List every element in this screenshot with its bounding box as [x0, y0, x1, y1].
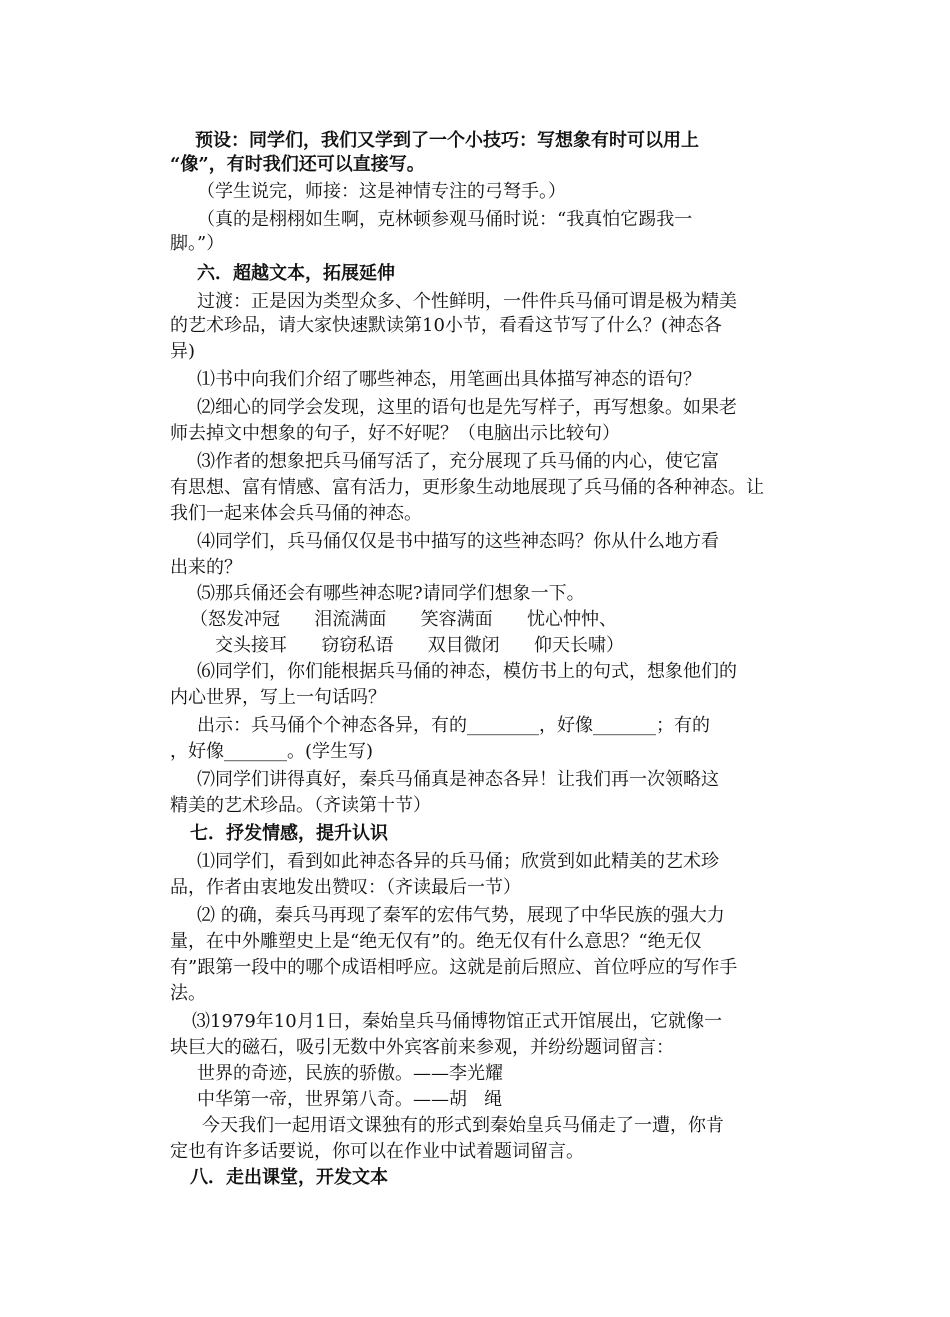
item-3-line-2: 有思想、富有情感、富有活力，更形象生动地展现了兵马俑的各种神态。让 [170, 477, 764, 498]
conclusion-line-1: 今天我们一起用语文课独有的形式到秦始皇兵马俑走了一遭，你肯 [202, 1115, 724, 1136]
item-2-line-2: 师去掉文中想象的句子，好不好呢？（电脑出示比较句） [170, 423, 620, 444]
s7-item-1-line-2: 品，作者由衷地发出赞叹：（齐读最后一节） [170, 877, 521, 898]
section-7-heading: 七．抒发情感，提升认识 [190, 823, 388, 844]
s7-item-3-line-2: 块巨大的磁石，吸引无数中外宾客前来参观，并纷纷题词留言： [170, 1037, 674, 1058]
teacher-note-line: （学生说完，师接：这是神情专注的弓弩手。） [197, 181, 566, 202]
section-8-heading: 八．走出课堂，开发文本 [190, 1167, 388, 1188]
item-2-line-1: ⑵细心的同学会发现，这里的语句也是先写样子，再写想象。如果老 [197, 397, 737, 418]
item-6-line-1: ⑹同学们，你们能根据兵马俑的神态，模仿书上的句式，想象他们的 [197, 661, 737, 682]
exercise-line-1: 出示：兵马俑个个神态各异，有的________，好像_______；有的 [197, 715, 710, 736]
s7-item-2-line-2: 量，在中外雕塑史上是“绝无仅有”的。绝无仅有什么意思？“绝无仅 [170, 931, 702, 952]
s7-item-2-line-1: ⑵ 的确，秦兵马再现了秦军的宏伟气势，展现了中华民族的强大力 [197, 905, 725, 926]
exercise-line-2: ，好像_______。(学生写) [170, 741, 374, 762]
expressions-line-1: （怒发冲冠 泪流满面 笑容满面 忧心忡忡、 [190, 609, 617, 630]
item-5-line: ⑸那兵俑还会有哪些神态呢?请同学们想象一下。 [197, 583, 585, 604]
inscription-line-1: 世界的奇迹，民族的骄傲。——李光耀 [197, 1063, 503, 1084]
item-7-line-2: 精美的艺术珍品。（齐读第十节） [170, 795, 431, 816]
inscription-line-2: 中华第一帝，世界第八奇。——胡 绳 [197, 1089, 503, 1110]
item-3-line-1: ⑶作者的想象把兵马俑写活了，充分展现了兵马俑的内心，使它富 [197, 451, 719, 472]
clinton-quote-line-2: 脚。”） [170, 233, 225, 254]
transition-line-2: 的艺术珍品，请大家快速默读第10小节，看看这节写了什么？(神态各 [170, 315, 722, 336]
item-3-line-3: 我们一起来体会兵马俑的神态。 [170, 503, 422, 524]
section-6-heading: 六．超越文本，拓展延伸 [197, 263, 395, 284]
item-7-line-1: ⑺同学们讲得真好，秦兵马俑真是神态各异！让我们再一次领略这 [197, 769, 719, 790]
transition-line-1: 过渡：正是因为类型众多、个性鲜明，一件件兵马俑可谓是极为精美 [197, 291, 737, 312]
s7-item-3-line-1: ⑶1979年10月1日，秦始皇兵马俑博物馆正式开馆展出，它就像一 [192, 1011, 723, 1032]
s7-item-1-line-1: ⑴同学们，看到如此神态各异的兵马俑；欣赏到如此精美的艺术珍 [197, 851, 719, 872]
preset-line-2: “像”，有时我们还可以直接写。 [170, 154, 425, 175]
item-4-line-2: 出来的？ [170, 557, 242, 578]
s7-item-2-line-4: 法。 [170, 983, 206, 1004]
clinton-quote-line-1: （真的是栩栩如生啊，克林顿参观马俑时说：“我真怕它踢我一 [197, 209, 693, 230]
expressions-line-2: 交头接耳 窃窃私语 双目微闭 仰天长啸） [215, 635, 624, 656]
item-4-line-1: ⑷同学们，兵马俑仅仅是书中描写的这些神态吗？你从什么地方看 [197, 531, 719, 552]
item-1-line: ⑴书中向我们介绍了哪些神态，用笔画出具体描写神态的语句？ [197, 369, 701, 390]
s7-item-2-line-3: 有”跟第一段中的哪个成语相呼应。这就是前后照应、首位呼应的写作手 [170, 957, 738, 978]
conclusion-line-2: 定也有许多话要说，你可以在作业中试着题词留言。 [170, 1141, 584, 1162]
item-6-line-2: 内心世界，写上一句话吗？ [170, 687, 386, 708]
transition-line-3: 异) [170, 341, 196, 362]
preset-line-1: 预设：同学们，我们又学到了一个小技巧：写想象有时可以用上 [195, 130, 699, 151]
